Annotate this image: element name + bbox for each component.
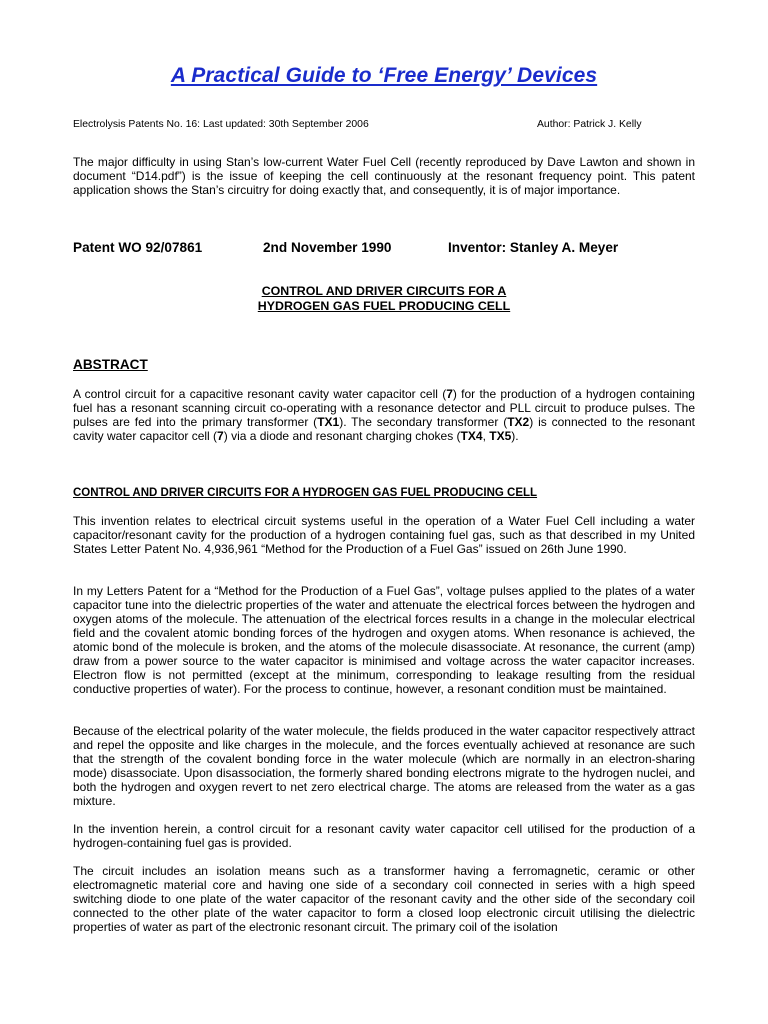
patent-inventor: Inventor: Stanley A. Meyer: [448, 240, 619, 255]
body-paragraph-4: In the invention herein, a control circuit for a resonant cavity water capacitor cell utilised for the production of a hydrogen-containing fuel gas is provided.: [73, 822, 695, 850]
section-subheading: CONTROL AND DRIVER CIRCUITS FOR A HYDROGEN GAS FUEL PRODUCING CELL: [73, 487, 538, 499]
main-heading-line-2: HYDROGEN GAS FUEL PRODUCING CELL: [257, 299, 511, 313]
intro-paragraph: The major difficulty in using Stan’s low-current Water Fuel Cell (recently reproduced by Dave Lawton and shown in document “D14.pdf”) is the issue of keeping the cell continuously at the resonant frequency point. This patent application shows the Stan’s circuitry for doing exactly that, and consequently, it is of major importance.: [73, 155, 695, 197]
author-info: Author: Patrick J. Kelly: [537, 119, 642, 130]
body-paragraph-2: In my Letters Patent for a “Method for the Production of a Fuel Gas”, voltage pulses applied to the plates of a water capacitor tune into the dielectric properties of the water and attenuate the electrical forces between the hydrogen and oxygen atoms of the molecule. The attenuation of the electrical forces results in a change in the molecular electrical field and the covalent atomic bonding forces of the hydrogen and oxygen atoms. When resonance is achieved, the atomic bond of the molecule is broken, and the atoms of the molecule disassociate. At resonance, the current (amp) draw from a power source to the water capacitor is minimised and voltage across the water capacitor increases. Electron flow is not permitted (except at the minimum, corresponding to leakage resulting from the residual conductive properties of water). For the process to continue, however, a resonant condition must be maintained.: [73, 584, 695, 696]
abstract-heading: ABSTRACT: [73, 357, 148, 372]
abstract-paragraph: A control circuit for a capacitive resonant cavity water capacitor cell (7) for the production of a hydrogen containing fuel has a resonant scanning circuit co-operating with a resonance detector and PLL circuit to produce pulses. The pulses are fed into the primary transformer (TX1). The secondary transformer (TX2) is connected to the resonant cavity water capacitor cell (7) via a diode and resonant charging chokes (TX4, TX5).: [73, 387, 695, 443]
body-paragraph-1: This invention relates to electrical circuit systems useful in the operation of a Water Fuel Cell including a water capacitor/resonant cavity for the production of a hydrogen containing fuel gas, such as that described in my United States Letter Patent No. 4,936,961 “Method for the Production of a Fuel Gas” issued on 26th June 1990.: [73, 514, 695, 556]
update-info: Electrolysis Patents No. 16: Last updated: 30th September 2006: [73, 119, 369, 130]
patent-number: Patent WO 92/07861: [73, 240, 203, 255]
main-heading-line-1: CONTROL AND DRIVER CIRCUITS FOR A: [261, 284, 507, 298]
body-paragraph-3: Because of the electrical polarity of the water molecule, the fields produced in the water capacitor respectively attract and repel the opposite and like charges in the molecule, and the forces eventually achieved at resonance are such that the strength of the covalent bonding force in the water molecule (which are normally in an electron-sharing mode) disassociate. Upon disassociation, the formerly shared bonding electrons migrate to the hydrogen nuclei, and both the hydrogen and oxygen revert to net zero electrical charge. The atoms are released from the water as a gas mixture.: [73, 724, 695, 808]
body-paragraph-5: The circuit includes an isolation means such as a transformer having a ferromagnetic, ceramic or other electromagnetic material core and having one side of a secondary coil connected in series with a high speed switching diode to one plate of the water capacitor of the resonant cavity and the other side of the secondary coil connected to the other plate of the water capacitor to form a closed loop electronic circuit utilising the dielectric properties of water as part of the electronic resonant circuit. The primary coil of the isolation: [73, 864, 695, 934]
patent-date: 2nd November 1990: [263, 240, 392, 255]
document-title: A Practical Guide to ‘Free Energy’ Devices: [170, 64, 598, 87]
document-meta: [73, 119, 695, 130]
